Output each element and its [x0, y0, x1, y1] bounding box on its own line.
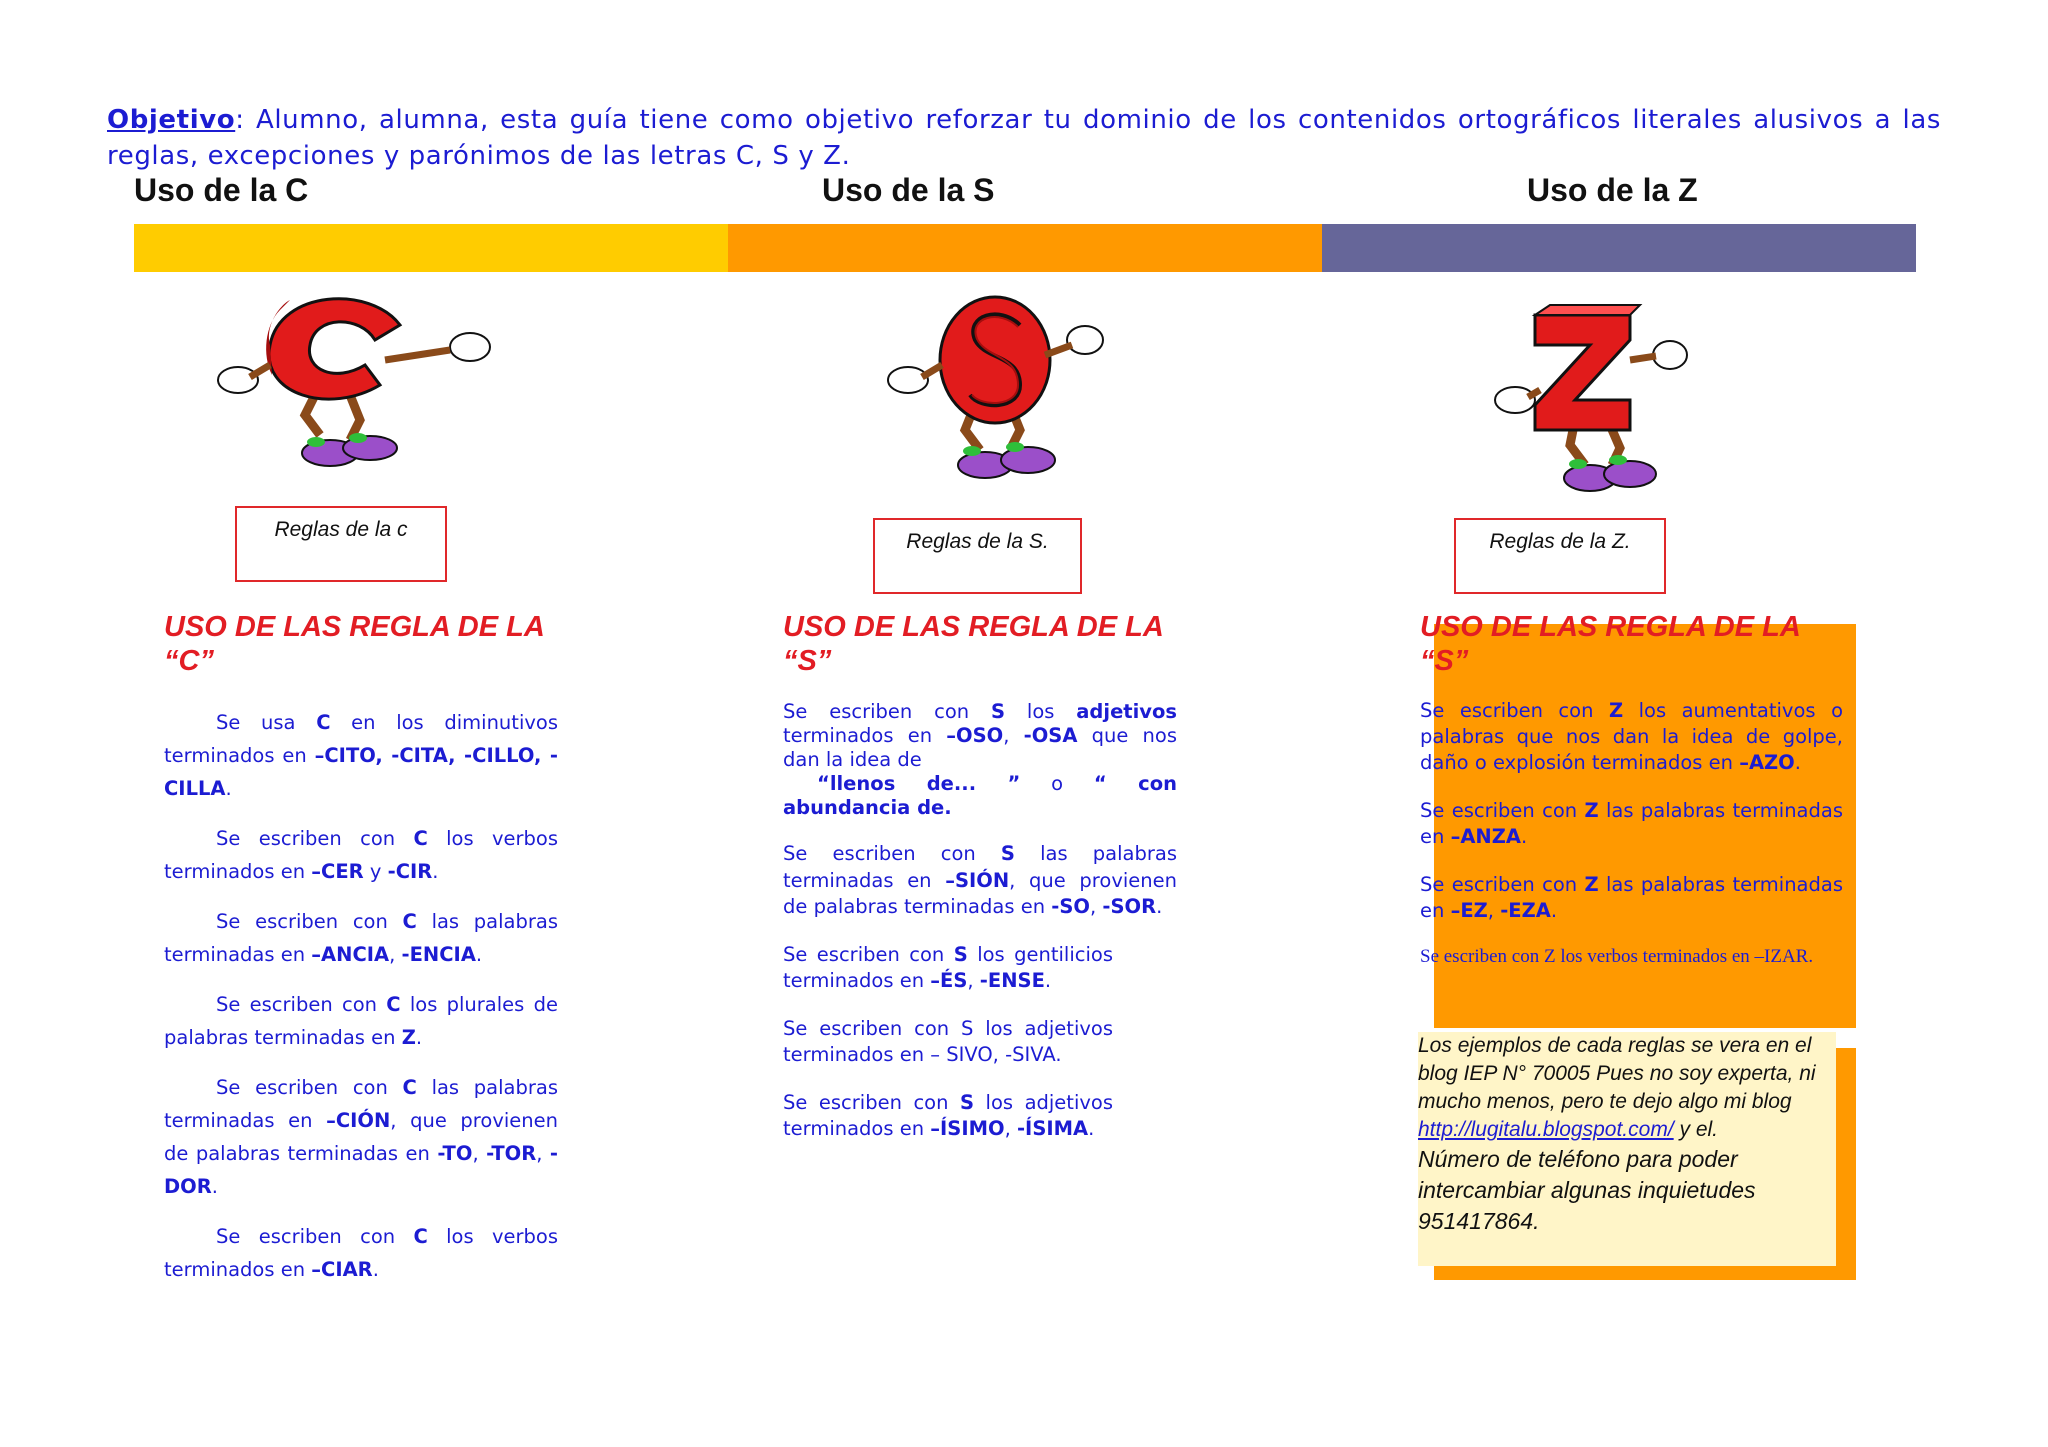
rule-c-3: Se escriben con C las palabras terminadas en –ANCIA, -ENCIA. — [164, 910, 558, 966]
section-title-c — [164, 610, 558, 678]
blog-link[interactable]: http://lugitalu.blogspot.com/ — [1418, 1118, 1674, 1141]
rule-z-1: Se escriben con Z los aumentativos o palabras que nos dan la idea de golpe, daño o explosión terminados en –AZO. — [1420, 699, 1843, 774]
rule-box-c: Reglas de la c — [235, 506, 447, 582]
section-title-c-line2: “C” — [164, 645, 214, 677]
heading-uso-s: Uso de la S — [822, 172, 995, 208]
note-text-2: Número de teléfono para poder intercambiar algunas inquietudes 951417864. — [1418, 1146, 1756, 1234]
color-bar-c — [134, 224, 728, 272]
rule-s-5: Se escriben con S los adjetivos terminados en –ÍSIMO, -ÍSIMA. — [783, 1090, 1114, 1140]
rule-s-1: Se escriben con S los adjetivos terminados en –OSO, -OSA que nos dan la idea de “llenos de... ” o “ con abundancia de. — [783, 700, 1178, 819]
note-text-1: Los ejemplos de cada reglas se vera en el blog IEP N° 70005 Pues no soy experta, ni mucho menos, pero te dejo algo mi blog http://lugitalu.blogspot.com/ y el. — [1418, 1034, 1816, 1141]
heading-uso-z: Uso de la Z — [1527, 172, 1698, 208]
section-title-s — [783, 610, 1177, 678]
letter-c-character-icon — [210, 285, 510, 485]
rule-s-2: Se escriben con S las palabras terminadas en –SIÓN, que provienen de palabras terminadas en -SO, -SOR. — [783, 842, 1177, 918]
objective-paragraph — [107, 102, 1941, 174]
section-title-c-line1: USO DE LAS REGLA DE LA — [164, 611, 545, 643]
rule-c-4: Se escriben con C los plurales de palabras terminadas en Z. — [164, 993, 558, 1049]
rule-c-2: Se escriben con C los verbos terminados en –CER y -CIR. — [164, 827, 558, 883]
rule-s-4: Se escriben con S los adjetivos terminados en – SIVO, -SIVA. — [783, 1016, 1113, 1066]
note-box — [1418, 1032, 1836, 1266]
heading-uso-c: Uso de la C — [134, 172, 309, 208]
section-title-s-line1: USO DE LAS REGLA DE LA — [783, 611, 1164, 643]
rule-c-1: Se usa C en los diminutivos terminados en –CITO, -CITA, -CILLO, -CILLA. — [164, 711, 558, 800]
section-title-z-line1: USO DE LAS REGLA DE LA — [1420, 611, 1801, 643]
column-s — [783, 610, 1177, 1164]
column-z — [1420, 610, 1843, 968]
letter-z-character-icon — [1490, 300, 1790, 500]
section-title-z-line2: “S” — [1420, 645, 1469, 677]
rule-s-3: Se escriben con S los gentilicios terminados en –ÉS, -ENSE. — [783, 942, 1113, 992]
objective-label: Objetivo — [107, 105, 236, 135]
rule-z-2: Se escriben con Z las palabras terminadas en –ANZA. — [1420, 799, 1843, 848]
rule-z-4: Se escriben con Z los verbos terminados en –IZAR. — [1420, 946, 1814, 967]
rule-c-5: Se escriben con C las palabras terminadas en –CIÓN, que provienen de palabras terminadas en -TO, -TOR, -DOR. — [164, 1076, 558, 1198]
letter-s-character-icon — [880, 285, 1180, 485]
rule-z-3: Se escriben con Z las palabras terminadas en –EZ, -EZA. — [1420, 873, 1843, 922]
section-title-z — [1420, 610, 1843, 678]
section-title-s-line2: “S” — [783, 645, 832, 677]
color-bar-z — [1322, 224, 1916, 272]
objective-text: : Alumno, alumna, esta guía tiene como objetivo reforzar tu dominio de los contenidos ortográficos literales alusivos a las reglas, excepciones y parónimos de las letras C, S y Z. — [107, 105, 1941, 171]
rule-c-6: Se escriben con C los verbos terminados en –CIAR. — [164, 1225, 558, 1281]
column-c — [164, 610, 558, 1303]
color-bar-s — [728, 224, 1322, 272]
rule-box-s: Reglas de la S. — [873, 518, 1082, 594]
rule-box-z: Reglas de la Z. — [1454, 518, 1666, 594]
